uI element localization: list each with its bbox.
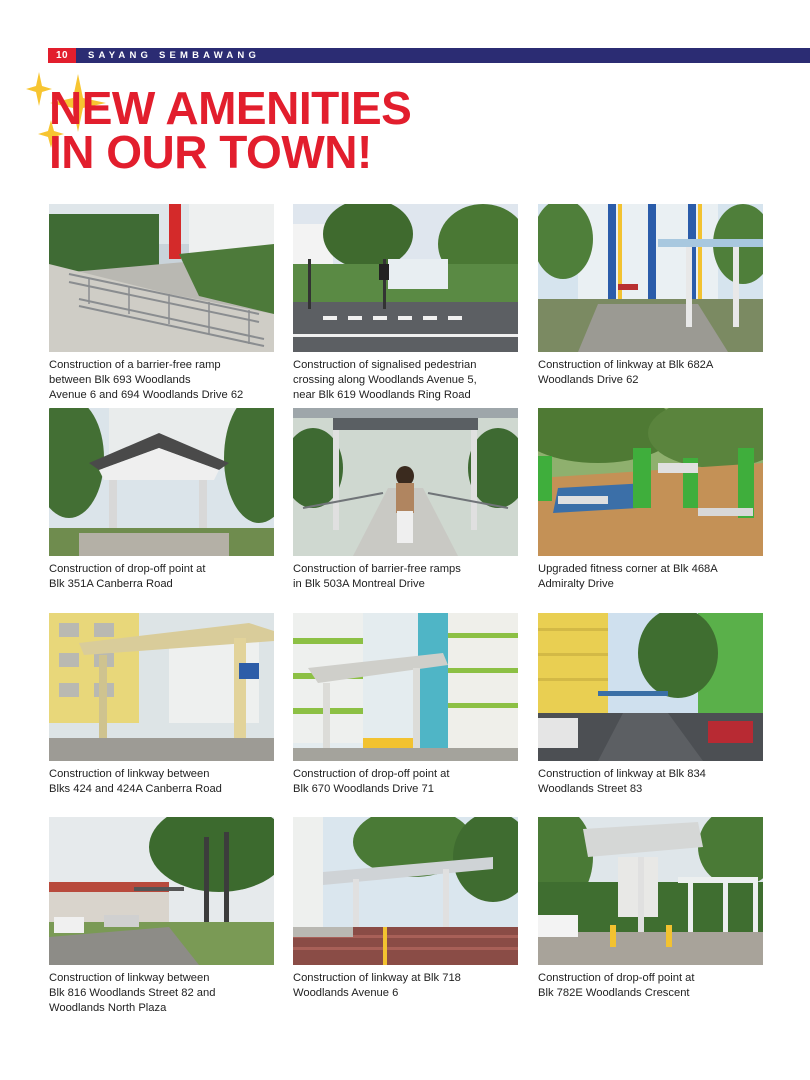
amenity-card	[49, 204, 274, 403]
amenity-card	[293, 204, 518, 403]
amenity-card	[293, 408, 518, 592]
amenity-caption: Construction of drop-off point at Blk 351A Canberra Road	[49, 563, 206, 590]
amenity-caption: Construction of drop-off point at Blk 670 Woodlands Drive 71	[293, 768, 450, 795]
amenity-caption: Construction of drop-off point at Blk 782E Woodlands Crescent	[538, 972, 695, 999]
section-name: SAYANG SEMBAWANG	[88, 50, 261, 61]
amenity-card	[538, 613, 763, 797]
headline-line-1: NEW AMENITIES	[49, 82, 412, 134]
amenity-caption: Construction of barrier-free ramps in Blk 503A Montreal Drive	[293, 563, 461, 590]
amenity-caption: Construction of linkway between Blks 424 and 424A Canberra Road	[49, 768, 222, 795]
amenity-card	[49, 613, 274, 797]
amenity-card	[538, 408, 763, 592]
amenity-photo	[49, 817, 274, 965]
amenity-photo	[49, 613, 274, 761]
amenity-photo	[293, 817, 518, 965]
amenity-photo	[538, 613, 763, 761]
amenity-card	[538, 817, 763, 1001]
amenity-photo	[49, 204, 274, 352]
amenity-card	[538, 204, 763, 388]
amenity-caption: Upgraded fitness corner at Blk 468A Admiralty Drive	[538, 563, 718, 590]
amenity-caption: Construction of linkway at Blk 718 Woodlands Avenue 6	[293, 972, 461, 999]
amenity-card	[293, 817, 518, 1001]
amenity-photo	[538, 817, 763, 965]
amenity-photo	[49, 408, 274, 556]
page-number: 10	[48, 48, 76, 63]
amenity-photo	[293, 613, 518, 761]
amenity-caption: Construction of a barrier-free ramp between Blk 693 Woodlands Avenue 6 and 694 Woodlands Drive 62	[49, 359, 244, 401]
amenity-photo	[538, 204, 763, 352]
amenity-card	[49, 408, 274, 592]
amenity-caption: Construction of linkway at Blk 682A Woodlands Drive 62	[538, 359, 714, 386]
amenity-caption: Construction of signalised pedestrian crossing along Woodlands Avenue 5, near Blk 619 Woodlands Ring Road	[293, 359, 477, 401]
page-headline	[49, 82, 412, 178]
header-bar	[48, 48, 810, 63]
amenity-card	[293, 613, 518, 797]
amenity-card	[49, 817, 274, 1016]
amenity-photo	[538, 408, 763, 556]
amenity-caption: Construction of linkway between Blk 816 Woodlands Street 82 and Woodlands North Plaza	[49, 972, 216, 1014]
amenity-caption: Construction of linkway at Blk 834 Woodlands Street 83	[538, 768, 706, 795]
headline-line-2: IN OUR TOWN!	[49, 126, 372, 178]
amenity-photo	[293, 204, 518, 352]
amenity-photo	[293, 408, 518, 556]
